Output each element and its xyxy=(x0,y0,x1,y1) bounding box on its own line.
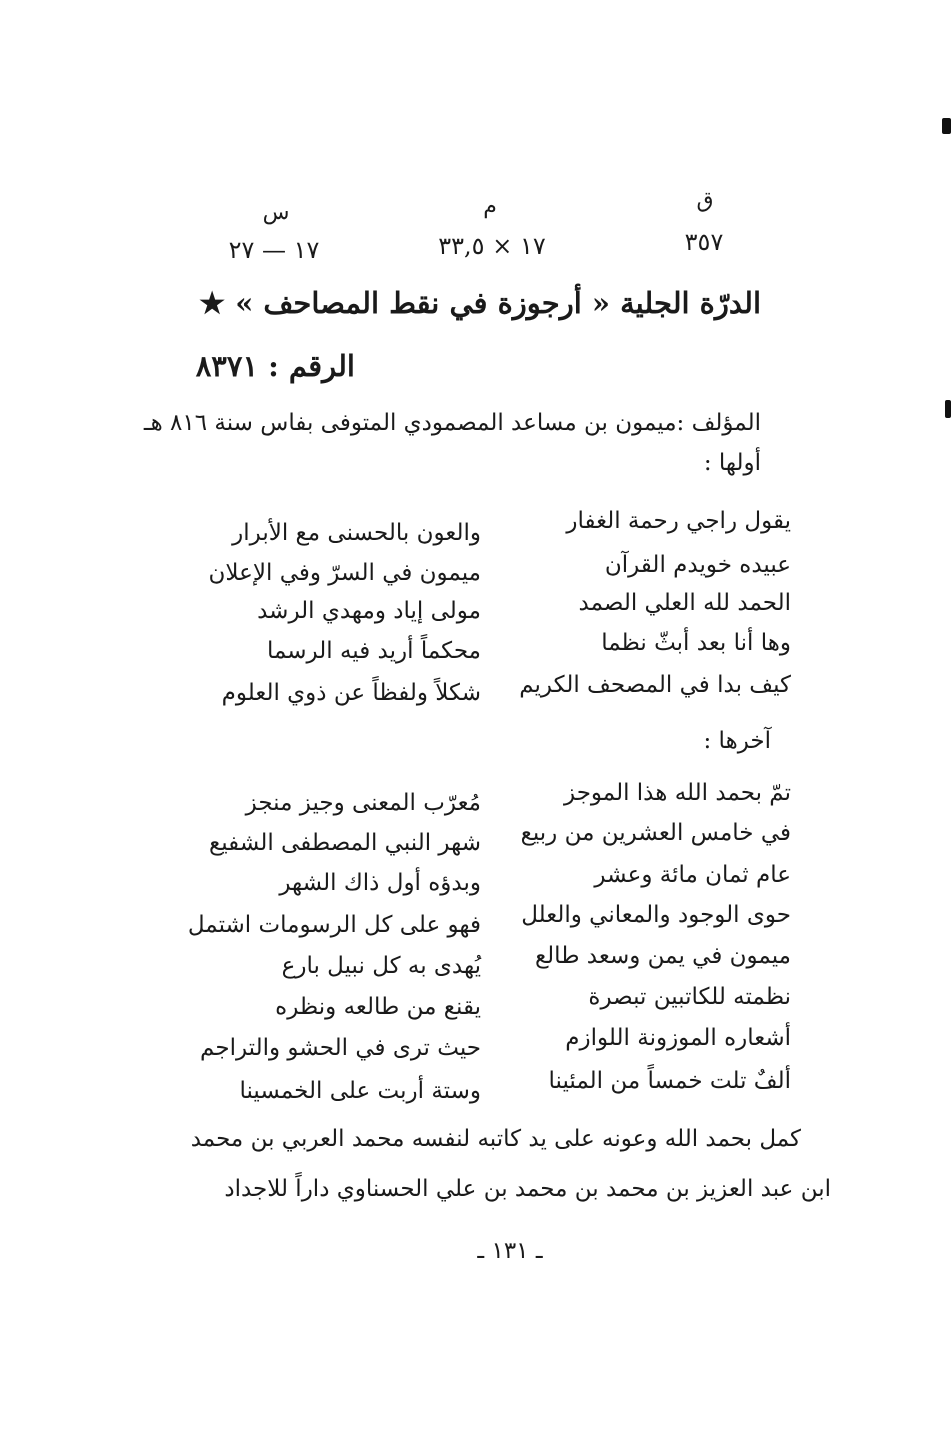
verse-left: فهو على كل الرسومات اشتمل xyxy=(187,912,481,938)
verse-right: وها أنا بعد أبثّ نظما xyxy=(601,630,791,656)
verse-left: شهر النبي المصطفى الشفيع xyxy=(209,830,481,856)
verse-right: نظمته للكاتبين تبصرة xyxy=(588,984,791,1010)
header-value-q: ٣٥٧ xyxy=(684,228,724,256)
verse-left: وبدؤه أول ذاك الشهر xyxy=(279,870,481,896)
verse-right: ميمون في يمن وسعد طالع xyxy=(534,943,791,969)
header-label-q: ق xyxy=(696,188,714,213)
verse-right: عبيده خويدم القرآن xyxy=(604,552,791,578)
page-number: ـ ١٣١ ـ xyxy=(477,1238,543,1264)
manuscript-title: الدرّة الجلية « أرجوزة في نقط المصاحف » ★ xyxy=(199,286,761,320)
verse-right: حوى الوجود والمعاني والعلل xyxy=(521,902,791,928)
header-label-m: م xyxy=(483,194,497,219)
verse-left: حيث ترى في الحشو والتراجم xyxy=(200,1035,481,1061)
last-lines-label: آخرها : xyxy=(703,728,771,754)
verse-right: كيف بدا في المصحف الكريم xyxy=(519,672,791,698)
verse-right: تمّ بحمد الله هذا الموجز xyxy=(564,780,791,806)
scan-edge-mark xyxy=(942,118,951,134)
verse-left: محكماً أريد فيه الرسما xyxy=(266,638,481,664)
verse-right: ألفٌ تلت خمساً من المئينا xyxy=(548,1068,791,1094)
header-value-s: ١٧ — ٢٧ xyxy=(228,236,320,264)
verse-right: عام ثمان مائة وعشر xyxy=(594,862,791,888)
verse-right: أشعاره الموزونة اللوازم xyxy=(565,1025,791,1051)
catalogue-number: الرقم : ٨٣٧١ xyxy=(195,349,355,383)
colophon-line-1: كمل بحمد الله وعونه على يد كاتبه لنفسه محمد العربي بن محمد xyxy=(190,1126,801,1152)
verse-left: وستة أربت على الخمسينا xyxy=(239,1078,481,1104)
author-line: المؤلف :ميمون بن مساعد المصمودي المتوفى بفاس سنة ٨١٦ هـ xyxy=(143,410,761,436)
header-label-s: س xyxy=(262,200,290,225)
colophon-line-2: ابن عبد العزيز بن محمد بن محمد بن علي الحسناوي داراً للاجداد xyxy=(224,1176,831,1202)
verse-left: مُعرّب المعنى وجيز منجز xyxy=(245,790,481,816)
header-value-m: ١٧ × ٣٣,٥ xyxy=(438,232,546,260)
verse-left: ميمون في السرّ وفي الإعلان xyxy=(208,560,481,586)
verse-left: يُهدى به كل نبيل بارع xyxy=(281,953,481,979)
verse-left: والعون بالحسنى مع الأبرار xyxy=(232,520,481,546)
verse-left: يقنع من طالعه ونظره xyxy=(275,994,481,1020)
verse-left: مولى إياد ومهدي الرشد xyxy=(257,598,481,624)
first-lines-label: أولها : xyxy=(703,450,761,476)
verse-right: يقول راجي رحمة الغفار xyxy=(566,508,791,534)
verse-left: شكلاً ولفظاً عن ذوي العلوم xyxy=(221,680,481,706)
verse-right: في خامس العشرين من ربيع xyxy=(520,820,791,846)
verse-right: الحمد لله العلي الصمد xyxy=(578,590,791,616)
scan-edge-mark xyxy=(945,400,951,418)
